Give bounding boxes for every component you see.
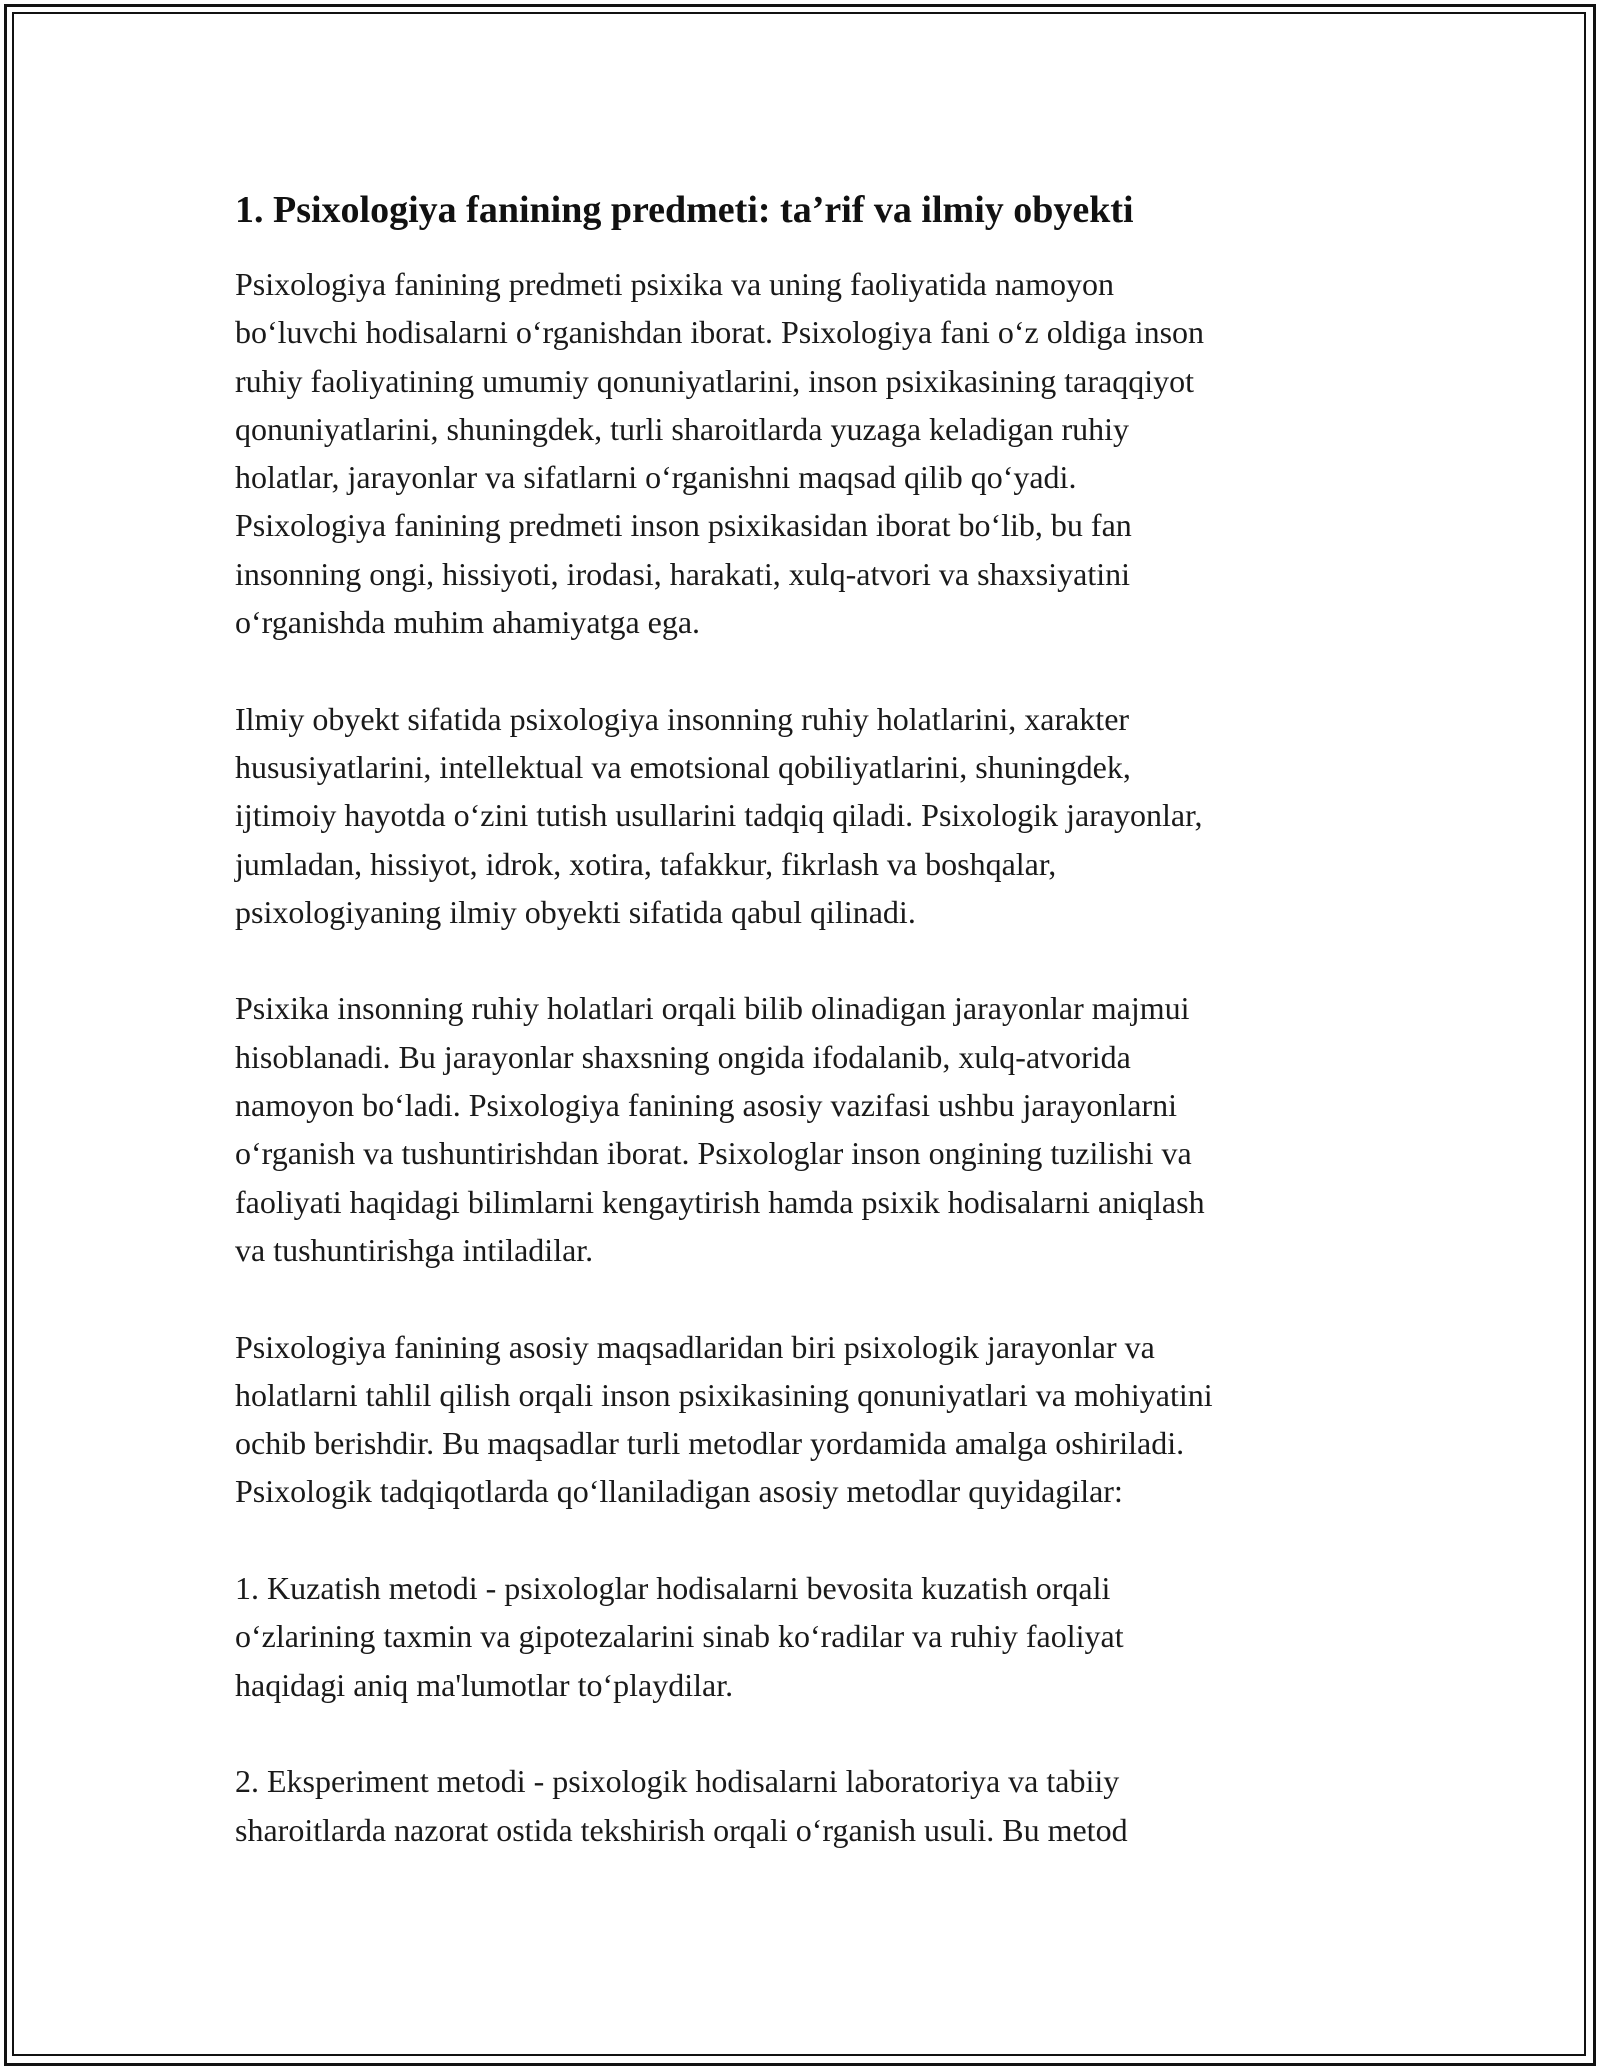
text-line: faoliyati haqidagi bilimlarni kengaytirish hamda psixik hodisalarni aniqlash [235, 1183, 1205, 1220]
text-line: 2. Eksperiment metodi - psixologik hodisalarni laboratoriya va tabiiy [235, 1763, 1120, 1800]
text-line: ruhiy faoliyatining umumiy qonuniyatlarini, inson psixikasining taraqqiyot [235, 362, 1194, 399]
text-line: o‘rganishda muhim ahamiyatga ega. [235, 604, 701, 641]
text-line: Psixologiya fanining asosiy maqsadlaridan biri psixologik jarayonlar va [235, 1328, 1155, 1365]
text-line: Psixologiya fanining predmeti psixika va uning faoliyatida namoyon [235, 266, 1114, 302]
list-item-eksperiment-metodi [235, 1757, 1375, 1854]
text-line: bo‘luvchi hodisalarni o‘rganishdan iborat. Psixologiya fani o‘z oldiga inson [235, 314, 1205, 351]
text-line: qonuniyatlarini, shuningdek, turli sharoitlarda yuzaga keladigan ruhiy [235, 410, 1129, 447]
text-line: namoyon bo‘ladi. Psixologiya fanining asosiy vazifasi ushbu jarayonlarni [235, 1087, 1178, 1124]
text-line: o‘zlarining taxmin va gipotezalarini sinab ko‘radilar va ruhiy faoliyat [235, 1618, 1124, 1655]
text-line: haqidagi aniq ma'lumotlar to‘playdilar. [235, 1666, 734, 1703]
document-body [235, 184, 1375, 1902]
text-line: 1. Kuzatish metodi - psixologlar hodisalarni bevosita kuzatish orqali [235, 1570, 1111, 1607]
text-line: sharoitlarda nazorat ostida tekshirish orqali o‘rganish usuli. Bu metod [235, 1811, 1128, 1848]
text-line: jumladan, hissiyot, idrok, xotira, tafakkur, fikrlash va boshqalar, [235, 845, 1057, 882]
text-line: hususiyatlarini, intellektual va emotsional qobiliyatlarini, shuningdek, [235, 748, 1131, 785]
text-line: insonning ongi, hissiyoti, irodasi, harakati, xulq-atvori va shaxsiyatini [235, 555, 1130, 592]
text-line: Ilmiy obyekt sifatida psixologiya insonning ruhiy holatlarini, xarakter [235, 700, 1130, 737]
paragraph-maqsadlar [235, 1323, 1375, 1516]
text-line: holatlarni tahlil qilish orqali inson psixikasining qonuniyatlari va mohiyatini [235, 1376, 1213, 1413]
page-title: 1. Psixologiya fanining predmeti: ta’rif va ilmiy obyekti [235, 189, 1134, 231]
paragraph-psixika [235, 984, 1375, 1274]
text-line: hisoblanadi. Bu jarayonlar shaxsning ongida ifodalanib, xulq-atvorida [235, 1038, 1131, 1075]
paragraph-ilmiy-obyekt [235, 695, 1375, 936]
text-line: ijtimoiy hayotda o‘zini tutish usullarini tadqiq qiladi. Psixologik jarayonlar, [235, 797, 1203, 834]
text-line: ochib berishdir. Bu maqsadlar turli metodlar yordamida amalga oshiriladi. [235, 1425, 1185, 1462]
text-line: holatlar, jarayonlar va sifatlarni o‘rganishni maqsad qilib qo‘yadi. [235, 459, 1077, 496]
text-line: va tushuntirishga intiladilar. [235, 1231, 594, 1268]
list-item-kuzatish-metodi [235, 1564, 1375, 1709]
text-line: Psixologiya fanining predmeti inson psixikasidan iborat bo‘lib, bu fan [235, 507, 1132, 544]
text-line: Psixika insonning ruhiy holatlari orqali bilib olinadigan jarayonlar majmui [235, 990, 1190, 1027]
text-line: psixologiyaning ilmiy obyekti sifatida qabul qilinadi. [235, 893, 916, 930]
text-line: Psixologik tadqiqotlarda qo‘llaniladigan asosiy metodlar quyidagilar: [235, 1473, 1123, 1510]
text-line: o‘rganish va tushuntirishdan iborat. Psixologlar inson ongining tuzilishi va [235, 1135, 1192, 1172]
paragraph-predmet [235, 260, 1375, 646]
